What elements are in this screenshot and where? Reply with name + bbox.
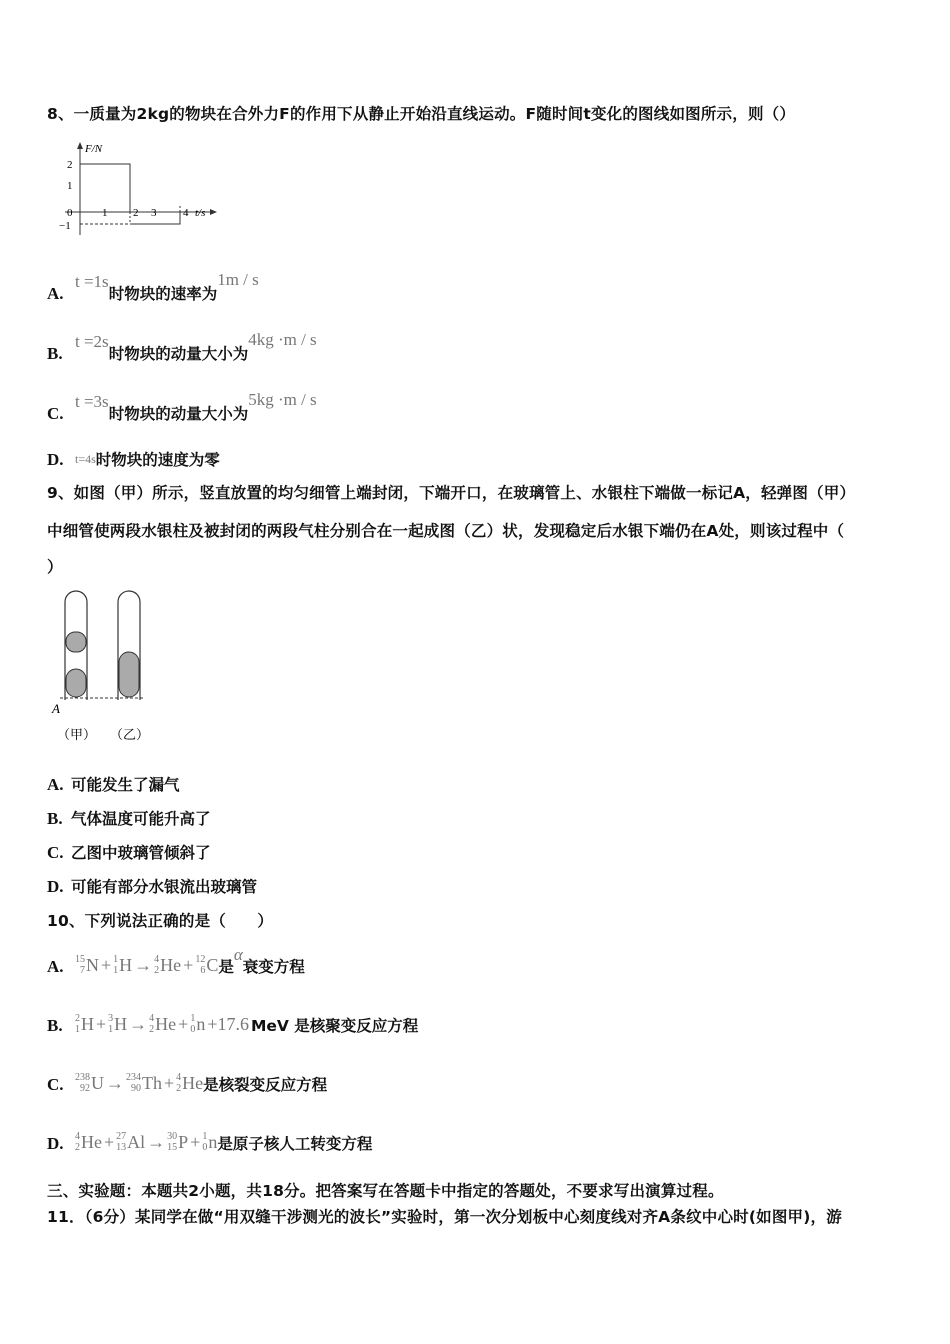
q9-option — [47, 841, 211, 863]
x-tick: 2 — [133, 207, 139, 219]
equation-operator: → — [134, 954, 153, 975]
caption-jia: （甲） — [57, 727, 97, 742]
isotope-numbers — [190, 1013, 195, 1035]
option-label: A. — [47, 284, 64, 303]
caption-yi: （乙） — [110, 727, 150, 742]
equation-operator: → — [147, 1131, 166, 1152]
equation-operator: +17.6 — [207, 1013, 249, 1034]
element-symbol: n — [208, 1131, 218, 1152]
section-heading: 三、实验题：本题共2小题，共18分。把答案写在答题卡中指定的答题处，不要求写出演算过程。 — [47, 1182, 724, 1200]
nuclear-equation — [75, 1072, 203, 1094]
nuclide — [202, 1131, 217, 1153]
mass-number: 4 — [75, 1131, 80, 1142]
nuclide — [75, 1013, 94, 1035]
mass-number: 15 — [75, 954, 85, 965]
equation-operator: + — [190, 1131, 201, 1152]
mass-number: 2 — [75, 1013, 80, 1024]
nuclide — [108, 1013, 127, 1035]
mass-number: 4 — [176, 1072, 182, 1083]
mass-number: 4 — [154, 954, 160, 965]
element-symbol: He — [155, 1013, 177, 1034]
mass-number: 4 — [149, 1013, 155, 1024]
option-text-prefix: 是 — [218, 958, 234, 976]
option-text: 气体温度可能升高了 — [71, 810, 211, 828]
q11-stem: 11．（6分）某同学在做“用双缝干涉测光的波长”实验时，第一次分划板中心刻度线对齐A条纹中心时(如图甲)，游 — [47, 1208, 842, 1226]
x-tick: 1 — [102, 207, 108, 219]
q9-option — [47, 807, 211, 829]
nuclide — [126, 1072, 162, 1094]
isotope-numbers — [195, 954, 205, 976]
mass-number: 30 — [167, 1131, 178, 1142]
formula-time: t=4s — [75, 452, 96, 466]
mass-number: 12 — [195, 954, 206, 965]
q8-option — [47, 448, 220, 470]
element-symbol: H — [81, 1013, 94, 1034]
q10-option — [47, 1073, 327, 1104]
equation-operator: + — [178, 1013, 189, 1034]
isotope-numbers — [113, 954, 118, 976]
mass-number: 1 — [190, 1013, 196, 1024]
equation-operator: + — [101, 954, 112, 975]
formula-time: t =1s — [75, 272, 109, 291]
q8-option — [47, 330, 317, 364]
isotope-numbers — [108, 1013, 113, 1035]
element-symbol: N — [86, 954, 99, 975]
y-axis-label: F/N — [85, 143, 103, 155]
atomic-number: 6 — [200, 965, 206, 976]
formula-value: 5kg ·m / s — [248, 390, 317, 409]
nuclear-equation — [75, 1131, 217, 1153]
option-text: 时物块的速率为 — [108, 285, 218, 303]
q10-option — [47, 1014, 418, 1045]
element-symbol: He — [160, 954, 182, 975]
atomic-number: 15 — [167, 1142, 178, 1153]
option-label: A. — [47, 775, 64, 794]
option-label: B. — [47, 344, 63, 363]
nuclear-equation — [75, 1013, 251, 1035]
atomic-number: 92 — [80, 1083, 90, 1094]
formula-value: 4kg ·m / s — [248, 330, 317, 349]
element-symbol: U — [91, 1072, 104, 1093]
q9-option — [47, 773, 180, 795]
mass-number: 1 — [113, 954, 119, 965]
isotope-numbers — [149, 1013, 154, 1035]
nuclide — [113, 954, 132, 976]
option-text: 是核裂变反应方程 — [203, 1076, 328, 1094]
option-label: D. — [47, 1134, 64, 1153]
atomic-number: 2 — [154, 965, 160, 976]
atomic-number: 2 — [149, 1024, 155, 1035]
isotope-numbers — [126, 1072, 141, 1094]
atomic-number: 1 — [75, 1024, 80, 1035]
mark-a: A — [52, 701, 60, 716]
atomic-number: 2 — [75, 1142, 80, 1153]
equation-operator: → — [106, 1072, 124, 1093]
nuclide — [116, 1131, 145, 1153]
equation-operator: → — [129, 1013, 148, 1034]
element-symbol: He — [81, 1131, 102, 1152]
mass-number: 238 — [75, 1072, 90, 1083]
mass-number: 1 — [202, 1131, 208, 1142]
formula-value: 1m / s — [217, 270, 259, 289]
option-label: B. — [47, 809, 63, 828]
option-label: C. — [47, 843, 64, 862]
atomic-number: 2 — [176, 1083, 182, 1094]
element-symbol: H — [114, 1013, 128, 1034]
isotope-numbers — [154, 954, 159, 976]
atomic-number: 0 — [202, 1142, 208, 1153]
q8-option — [47, 390, 317, 424]
q9-stem-line: 9、如图（甲）所示，竖直放置的均匀细管上端封闭，下端开口，在玻璃管上、水银柱下端做一标记A，轻弹图（甲） — [47, 484, 856, 502]
equation-operator: + — [164, 1072, 175, 1093]
x-axis-label: t/s — [195, 207, 206, 219]
mass-number: 27 — [116, 1131, 127, 1142]
y-tick: 0 — [67, 207, 73, 219]
atomic-number: 0 — [190, 1024, 196, 1035]
q10-option — [47, 1132, 372, 1163]
isotope-numbers — [167, 1131, 177, 1153]
option-text: 可能有部分水银流出玻璃管 — [71, 878, 258, 896]
option-text: 可能发生了漏气 — [71, 776, 180, 794]
isotope-numbers — [75, 1013, 80, 1035]
nuclide — [75, 1131, 102, 1153]
element-symbol: C — [206, 954, 219, 975]
formula-time: t =2s — [75, 332, 109, 351]
atomic-number: 90 — [131, 1083, 141, 1094]
y-tick: 2 — [67, 159, 73, 171]
atomic-number: 1 — [108, 1024, 114, 1035]
x-tick: 3 — [151, 207, 157, 219]
option-text: 时物块的速度为零 — [95, 451, 220, 469]
force-time-graph — [55, 140, 220, 240]
isotope-numbers — [75, 1131, 80, 1153]
option-label: D. — [47, 450, 64, 469]
mass-number: 234 — [126, 1072, 141, 1083]
isotope-numbers — [75, 954, 85, 976]
mass-number: 3 — [108, 1013, 114, 1024]
alpha-symbol: α — [233, 945, 243, 964]
element-symbol: H — [119, 954, 133, 975]
q10-stem: 10、下列说法正确的是（ ） — [47, 912, 274, 930]
nuclide — [195, 954, 218, 976]
option-text: 时物块的动量大小为 — [108, 405, 249, 423]
q9-option — [47, 875, 257, 897]
element-symbol: Al — [127, 1131, 146, 1152]
option-label: B. — [47, 1016, 63, 1035]
formula-time: t =3s — [75, 392, 109, 411]
nuclide — [176, 1072, 203, 1094]
option-label: C. — [47, 404, 64, 423]
equation-operator: + — [96, 1013, 107, 1034]
option-text: 时物块的动量大小为 — [108, 345, 249, 363]
option-label: C. — [47, 1075, 64, 1094]
nuclide — [190, 1013, 205, 1035]
option-text: 是原子核人工转变方程 — [217, 1135, 373, 1153]
q8-stem: 8、一质量为2kg的物块在合外力F的作用下从静止开始沿直线运动。F随时间t变化的图线如图所示，则（） — [47, 105, 796, 123]
glass-tube-figure — [45, 590, 165, 750]
nuclide — [154, 954, 181, 976]
isotope-numbers — [75, 1072, 90, 1094]
equation-operator: + — [104, 1131, 115, 1152]
x-tick: 4 — [183, 207, 189, 219]
option-label: A. — [47, 957, 64, 976]
isotope-numbers — [202, 1131, 207, 1153]
y-tick: −1 — [59, 220, 71, 232]
nuclide — [149, 1013, 176, 1035]
element-symbol: P — [178, 1131, 189, 1152]
y-tick: 1 — [67, 180, 73, 192]
atomic-number: 1 — [113, 965, 119, 976]
option-text: 乙图中玻璃管倾斜了 — [71, 844, 211, 862]
option-label: D. — [47, 877, 64, 896]
isotope-numbers — [116, 1131, 126, 1153]
option-text: 衰变方程 — [242, 958, 305, 976]
q9-stem-line: ） — [47, 558, 63, 576]
equation-operator: + — [183, 954, 194, 975]
q9-stem-line: 中细管使两段水银柱及被封闭的两段气柱分别合在一起成图（乙）状，发现稳定后水银下端仍在A处，则该过程中（ — [47, 522, 845, 540]
atomic-number: 13 — [116, 1142, 127, 1153]
element-symbol: n — [196, 1013, 206, 1034]
atomic-number: 7 — [80, 965, 85, 976]
option-text: MeV 是核聚变反应方程 — [250, 1017, 419, 1035]
q8-option — [47, 270, 259, 304]
nuclide — [167, 1131, 188, 1153]
nuclide — [75, 1072, 104, 1094]
element-symbol: He — [182, 1072, 204, 1093]
q10-option — [47, 945, 305, 986]
isotope-numbers — [176, 1072, 181, 1094]
nuclide — [75, 954, 99, 976]
nuclear-equation — [75, 954, 218, 976]
element-symbol: Th — [142, 1072, 162, 1093]
